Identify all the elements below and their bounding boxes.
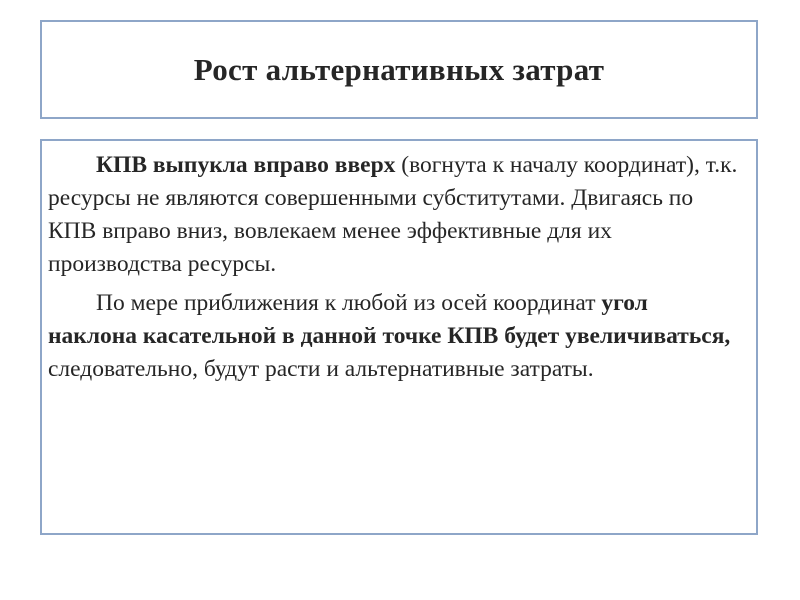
content-box [40, 139, 758, 535]
paragraph-2-text-end: следовательно, будут расти и альтернативные затраты. [48, 356, 594, 382]
title-box [40, 20, 758, 119]
paragraph-1 [48, 149, 742, 281]
slide-title: Рост альтернативных затрат [193, 51, 605, 87]
paragraph-2-text-start: По мере приближения к любой из осей координат [96, 290, 602, 316]
paragraph-2 [48, 287, 742, 386]
paragraph-2-bold-middle: угол наклона касательной в данной точке КПВ будет увеличиваться, [48, 290, 731, 349]
paragraph-1-text: (вогнута к началу координат), т.к. ресурсы не являются совершенными субститутами. Двигаясь по КПВ вправо вниз, вовлекаем менее эффективные для их производства ресурсы. [48, 152, 738, 277]
paragraph-1-bold-lead: КПВ выпукла вправо вверх [96, 152, 396, 178]
